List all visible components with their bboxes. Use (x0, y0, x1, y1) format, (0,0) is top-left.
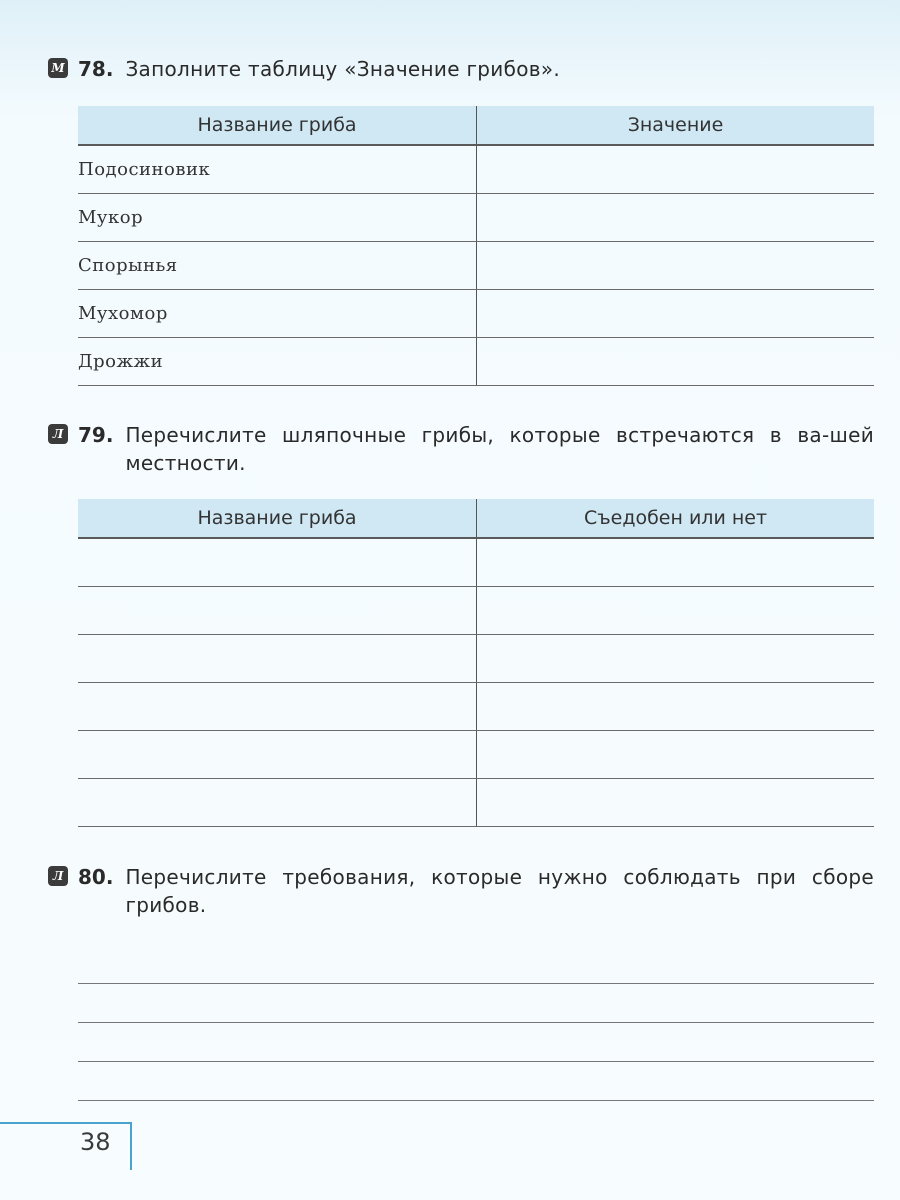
table-mushroom-value (78, 106, 874, 386)
task-79-number: 79. (78, 423, 114, 447)
table-row (78, 635, 874, 683)
name-answer-cell[interactable] (78, 779, 477, 827)
header-value: Значение (477, 106, 875, 145)
edible-answer-cell[interactable] (477, 779, 875, 827)
table-row (78, 683, 874, 731)
task-78-text: Заполните таблицу «Значение грибов». (125, 57, 561, 81)
task-80-text: Перечислите требования, которые нужно соблюдать при сборе грибов. (125, 865, 874, 917)
header-mushroom-name: Название гриба (78, 499, 477, 538)
task-79 (48, 421, 874, 477)
table-row (78, 587, 874, 635)
edible-answer-cell[interactable] (477, 587, 875, 635)
page-number: 38 (0, 1122, 132, 1170)
name-answer-cell[interactable] (78, 587, 477, 635)
table-row (78, 731, 874, 779)
value-answer-cell[interactable] (477, 145, 875, 194)
table-row (78, 242, 874, 290)
value-answer-cell[interactable] (477, 194, 875, 242)
mushroom-name-cell: Подосиновик (78, 145, 477, 194)
edible-answer-cell[interactable] (477, 683, 875, 731)
name-answer-cell[interactable] (78, 731, 477, 779)
task-80-number: 80. (78, 865, 114, 889)
table-row (78, 538, 874, 587)
answer-line[interactable] (78, 984, 874, 1023)
answer-lines (78, 945, 874, 1101)
table-row (78, 194, 874, 242)
table-row (78, 338, 874, 386)
task-78-number: 78. (78, 57, 114, 81)
name-answer-cell[interactable] (78, 683, 477, 731)
answer-line[interactable] (78, 1062, 874, 1101)
mushroom-name-cell: Дрожжи (78, 338, 477, 386)
table-row (78, 779, 874, 827)
edible-answer-cell[interactable] (477, 538, 875, 587)
value-answer-cell[interactable] (477, 242, 875, 290)
answer-line[interactable] (78, 945, 874, 984)
edible-answer-cell[interactable] (477, 635, 875, 683)
edible-answer-cell[interactable] (477, 731, 875, 779)
task-80-badge-icon: Л (48, 866, 68, 886)
table-row (78, 290, 874, 338)
mushroom-name-cell: Мухомор (78, 290, 477, 338)
mushroom-name-cell: Спорынья (78, 242, 477, 290)
name-answer-cell[interactable] (78, 635, 477, 683)
mushroom-name-cell: Мукор (78, 194, 477, 242)
header-edible: Съедобен или нет (477, 499, 875, 538)
task-80 (48, 863, 874, 919)
table-row (78, 145, 874, 194)
task-79-badge-icon: Л (48, 424, 68, 444)
name-answer-cell[interactable] (78, 538, 477, 587)
table-cap-mushrooms (78, 499, 874, 827)
value-answer-cell[interactable] (477, 290, 875, 338)
answer-line[interactable] (78, 1023, 874, 1062)
value-answer-cell[interactable] (477, 338, 875, 386)
task-79-text: Перечислите шляпочные грибы, которые встречаются в ва-шей местности. (125, 423, 874, 475)
header-mushroom-name: Название гриба (78, 106, 477, 145)
task-78 (48, 55, 874, 83)
task-78-badge-icon: М (48, 58, 68, 78)
